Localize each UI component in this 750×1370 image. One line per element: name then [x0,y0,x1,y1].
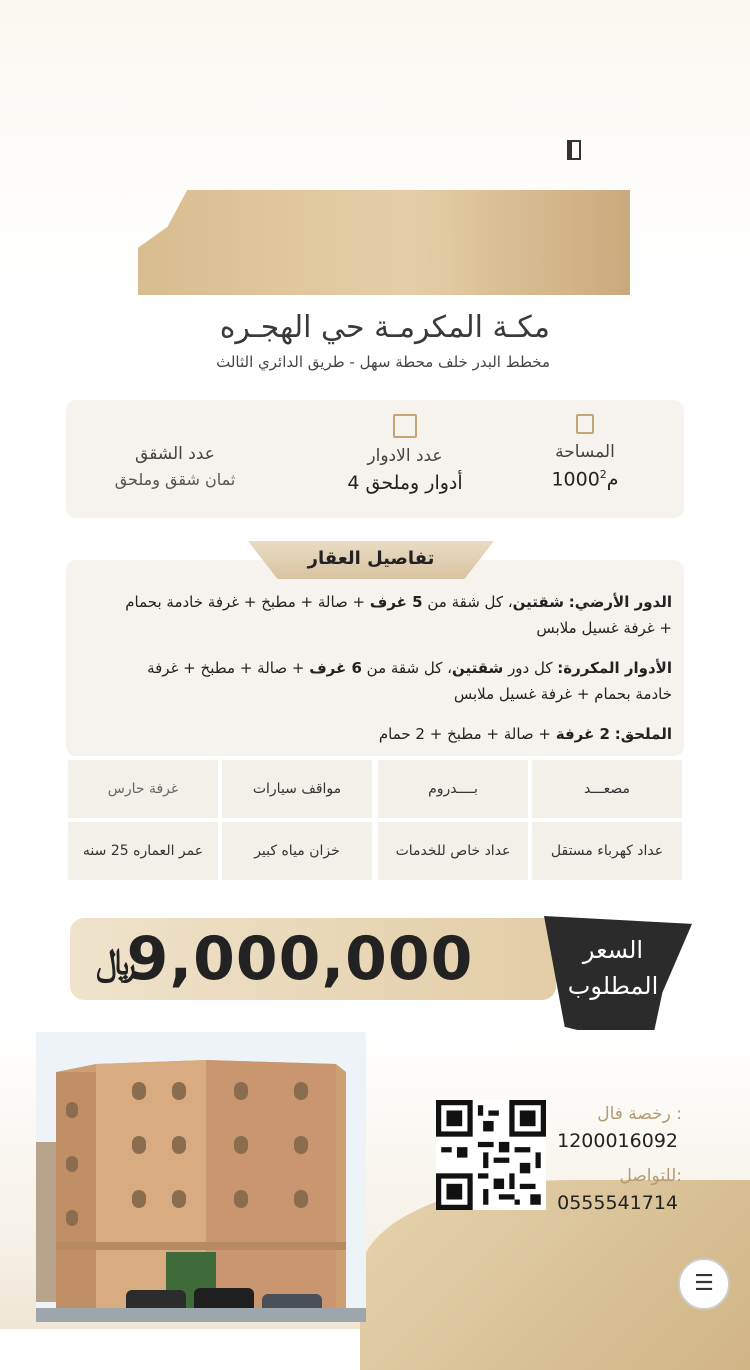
contact-label: للتواصل: [619,1166,682,1186]
info-area-value: 1000م$^2$ [551,468,619,491]
info-area-label: المساحة [555,442,615,462]
building-icon [393,414,417,438]
feature-building-age: عمر العماره 25 سنه [68,822,218,880]
license-number: 1200016092 [557,1130,678,1152]
info-floors-label: عدد الادوار [367,446,443,466]
qr-code[interactable] [436,1100,546,1210]
typical-floors-line: الأدوار المكررة: كل دور شقتين، كل شقة من 6 غرف + صالة + مطبخ + غرفة [147,659,672,677]
price-tag-text: السعر المطلوب [567,936,659,1000]
feature-elevator: مصعـــد [532,760,682,818]
price-amount: 9,000,000 [126,924,474,994]
brand-logo-icon: ☰ [678,1258,730,1310]
building-photo [36,1032,366,1322]
feature-electric-meter: عداد كهرباء مستقل [532,822,682,880]
info-area [500,414,670,490]
header-decoration [138,190,630,295]
apartments-icon [90,414,260,444]
riyal-currency-icon: ﷼ [96,942,136,983]
ground-floor-line-2: + غرفة غسيل ملابس [536,619,672,637]
feature-service-meter: عداد خاص للخدمات [378,822,528,880]
feature-guard-room: غرفة حارس [68,760,218,818]
feature-water-tank: خزان مياه كبير [222,822,372,880]
feature-parking: مواقف سيارات [222,760,372,818]
annex-line: الملحق: 2 غرفة + صالة + مطبخ + 2 حمام [378,725,672,743]
info-apartments-label: عدد الشقق [135,444,215,464]
info-floors-value: 4 أدوار وملحق [347,472,463,494]
info-apartments [90,414,260,489]
bracket-mark-icon [567,140,581,160]
ground-floor-line: الدور الأرضي: شقتين، كل شقة من 5 غرف + صالة + مطبخ + غرفة خادمة بحمام [125,593,672,611]
address-line: مخطط البدر خلف محطة سهل - طريق الدائري الثالث [216,353,550,371]
typical-floors-line-2: خادمة بحمام + غرفة غسيل ملابس [453,685,672,703]
contact-phone[interactable]: 0555541714 [557,1192,678,1214]
info-floors [320,414,490,494]
info-apartments-value: ثمان شقق وملحق [114,470,236,489]
details-title: تفاصيل العقار [307,548,435,569]
feature-basement: بــــدروم [378,760,528,818]
license-label: رخصة فال : [597,1104,682,1124]
area-icon [576,414,594,434]
city-title: مكـة المكرمـة حي الهجـره [219,310,550,345]
